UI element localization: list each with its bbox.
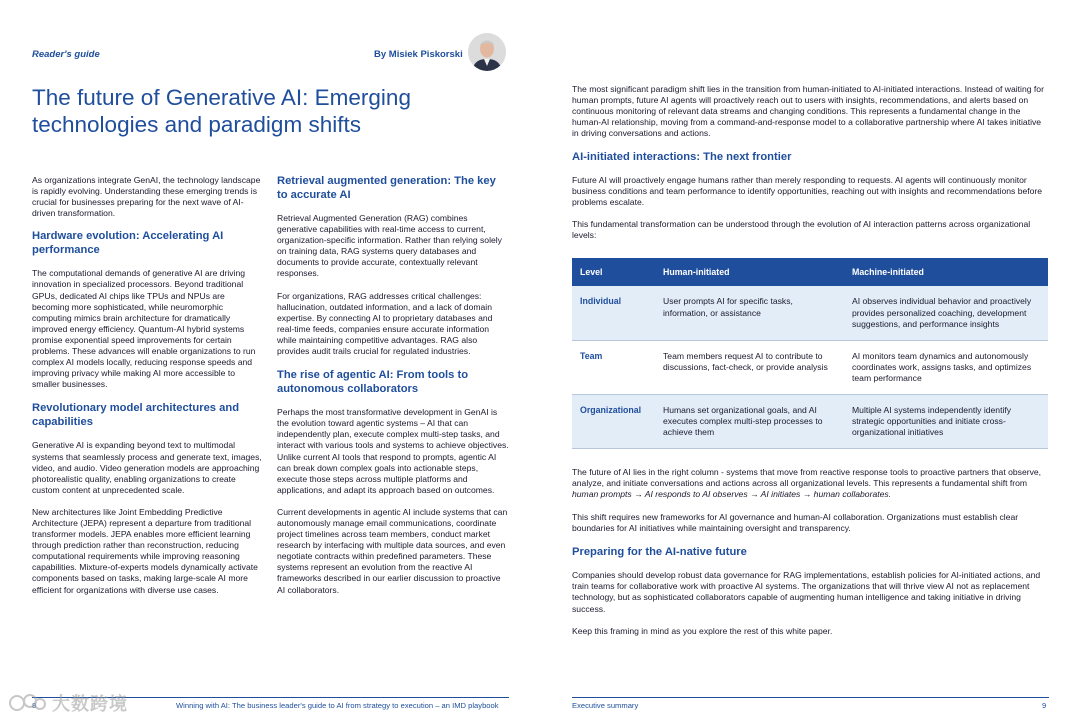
table-row [572,395,1048,449]
byline: By Misiek Piskorski [374,49,463,60]
title-line-2: technologies and paradigm shifts [32,112,361,137]
table-row [572,286,1048,340]
rag-paragraph-2: For organizations, RAG addresses critical challenges: hallucination, outdated information, and a lack of domain expertise. By connecting AI to proprietary databases and real-time feeds, companies ensure accurate information while maintaining competitive advantages. RAG also provides audit trails crucial for regulated industries. [277,290,493,357]
models-paragraph-2: New architectures like Joint Embedding Predictive Architecture (JEPA) represent a departure from traditional transformer models. JEPA enables more efficient learning through prediction rather than reconstruction, reducing computational requirements while improving reasoning capabilities. Mixture-of-experts models dynamically activate components based on tasks, making large-scale AI more efficient for organizations with diverse use cases. [32,506,258,595]
left-page-number: 8 [32,701,37,710]
agentic-paragraph-2: Current developments in agentic AI include systems that can autonomously manage email communications, coordinate project timelines across team members, conduct market research by interfacing with multiple data sources, and even negotiate contracts within predefined parameters. These systems represent an evolution from the reactive AI frameworks described in our earlier discussion to proactive AI collaborators. [277,506,508,595]
author-portrait-icon [468,33,506,71]
right-page-number: 9 [1042,701,1047,710]
table-cell-level: Individual [572,286,655,340]
table-row [572,340,1048,394]
left-footer-text: Winning with AI: The business leader's guide to AI from strategy to execution – an IMD playbook [176,701,499,710]
title-line-1: The future of Generative AI: Emerging [32,85,411,110]
rag-paragraph-1: Retrieval Augmented Generation (RAG) combines generative capabilities with real-time access to current, organization-specific information. Rather than relying solely on training data, RAG systems query databases and documents to provide accurate, contextually relevant responses. [277,213,502,279]
watermark-logo-icon [8,691,48,715]
table-header-machine: Machine-initiated [844,258,1048,286]
watermark-text: 大数跨境 [52,694,128,714]
shift-paragraph: This shift requires new frameworks for AI governance and human-AI collaboration. Organizations must establish clear boundaries for AI initiatives while maintaining oversight and transparency. [572,511,1019,533]
table-cell-human: Humans set organizational goals, and AI executes complex multi-step processes to achieve them [655,395,844,449]
page-title [32,84,492,138]
table-header-human: Human-initiated [655,258,844,286]
agentic-paragraph-1: Perhaps the most transformative development in GenAI is the evolution toward agentic systems – AI that can independently plan, execute complex multi-step tasks, and interact with various tools and systems to achieve objectives. Unlike current AI tools that respond to prompts, agentic AI can break down complex goals into actionable steps, execute those steps across multiple platforms and applications, and adapt its approach based on outcomes. [277,407,509,495]
table-header-row [572,258,1048,286]
interaction-levels-table [572,258,1048,449]
author-avatar [468,33,506,71]
preparing-paragraph: Companies should develop robust data governance for RAG implementations, establish policies for AI-initiated actions, and train teams for collaborative work with proactive AI systems. The organizations that will thrive view AI not as replacement technology, but as sophisticated collaborators capable of augmenting human intelligence and taking initiative in driving success. [572,570,1041,614]
heading-agentic: The rise of agentic AI: From tools to autonomous collaborators [277,369,469,395]
models-paragraph-1: Generative AI is expanding beyond text to multimodal systems that seamlessly process and generate text, images, video, and audio. Video generation models are approaching photorealistic quality, enabling organizations to create custom content at unprecedented scale. [32,440,262,495]
right-page-content [572,84,1050,637]
frontier-paragraph-1: Future AI will proactively engage humans rather than merely responding to requests. AI agents will continuously monitor business conditions and team performance to identify opportunities, reaching out with insights and recommendations before problems escalate. [572,174,1043,208]
right-footer-text: Executive summary [572,701,639,710]
table-cell-human: Team members request AI to contribute to discussions, fact-check, or provide analysis [655,340,844,394]
table-cell-machine: AI monitors team dynamics and autonomously coordinates work, assigns tasks, and optimizes team performance [844,340,1048,394]
heading-model-architectures: Revolutionary model architectures and capabilities [32,402,240,428]
table-header-level: Level [572,258,655,286]
future-paragraph-text: The future of AI lies in the right column - systems that move from reactive response tools to proactive partners that observe, analyze, and initiate conversations and actions across all organizational levels. This represents a fundamental shift from [572,467,1042,489]
table-cell-level: Organizational [572,395,655,449]
future-paragraph-emphasis: human prompts → AI responds to AI observes → AI initiates → human collaborates. [572,489,892,500]
future-paragraph [572,467,1050,500]
hardware-paragraph: The computational demands of generative AI are driving innovation in specialized processors. Beyond traditional GPUs, dedicated AI chips like TPUs and NPUs are becoming more sophisticated, while neuromorphic computing mimics brain architecture for dramatically improved energy efficiency. Quantum-AI hybrid systems promise exponential speed improvements for certain problems. These advances will enable organizations to run complex AI models locally, reducing response speeds and improving privacy while making AI more accessible to smaller businesses. [32,268,256,390]
heading-ai-initiated: AI-initiated interactions: The next frontier [572,151,792,164]
intro-paragraph: As organizations integrate GenAI, the technology landscape is rapidly evolving. Understanding these emerging trends is crucial for businesses preparing for the next wave of AI-driven transformation. [32,175,261,219]
heading-hardware: Hardware evolution: Accelerating AI performance [32,230,224,256]
heading-rag: Retrieval augmented generation: The key to accurate AI [277,175,496,201]
table-cell-level: Team [572,340,655,394]
right-footer-rule [572,697,1049,698]
left-column-2 [277,175,509,596]
watermark [8,690,128,716]
reader-guide-kicker: Reader's guide [32,49,100,60]
paradigm-shift-paragraph: The most significant paradigm shift lies in the transition from human-initiated to AI-initiated interactions. Instead of waiting for human prompts, future AI agents will proactively reach out to users with insights, recommendations, and alerts based on continuous monitoring of relevant data streams and changing conditions. This represents a fundamental change in the human-AI relationship, moving from a command-and-response model to a collaborative partnership where AI takes initiative in driving conversations and actions. [572,84,1044,139]
table-cell-human: User prompts AI for specific tasks, information, or assistance [655,286,844,340]
table-cell-machine: Multiple AI systems independently identify strategic opportunities and initiate cross-organizational initiatives [844,395,1048,449]
left-column-1 [32,175,262,596]
heading-preparing: Preparing for the AI-native future [572,545,747,558]
frontier-paragraph-2: This fundamental transformation can be understood through the evolution of AI interaction patterns across organizational levels: [572,219,1031,241]
keep-framing-paragraph: Keep this framing in mind as you explore the rest of this white paper. [572,625,833,636]
table-cell-machine: AI observes individual behavior and proactively provides personalized coaching, development suggestions, and performance insights [844,286,1048,340]
